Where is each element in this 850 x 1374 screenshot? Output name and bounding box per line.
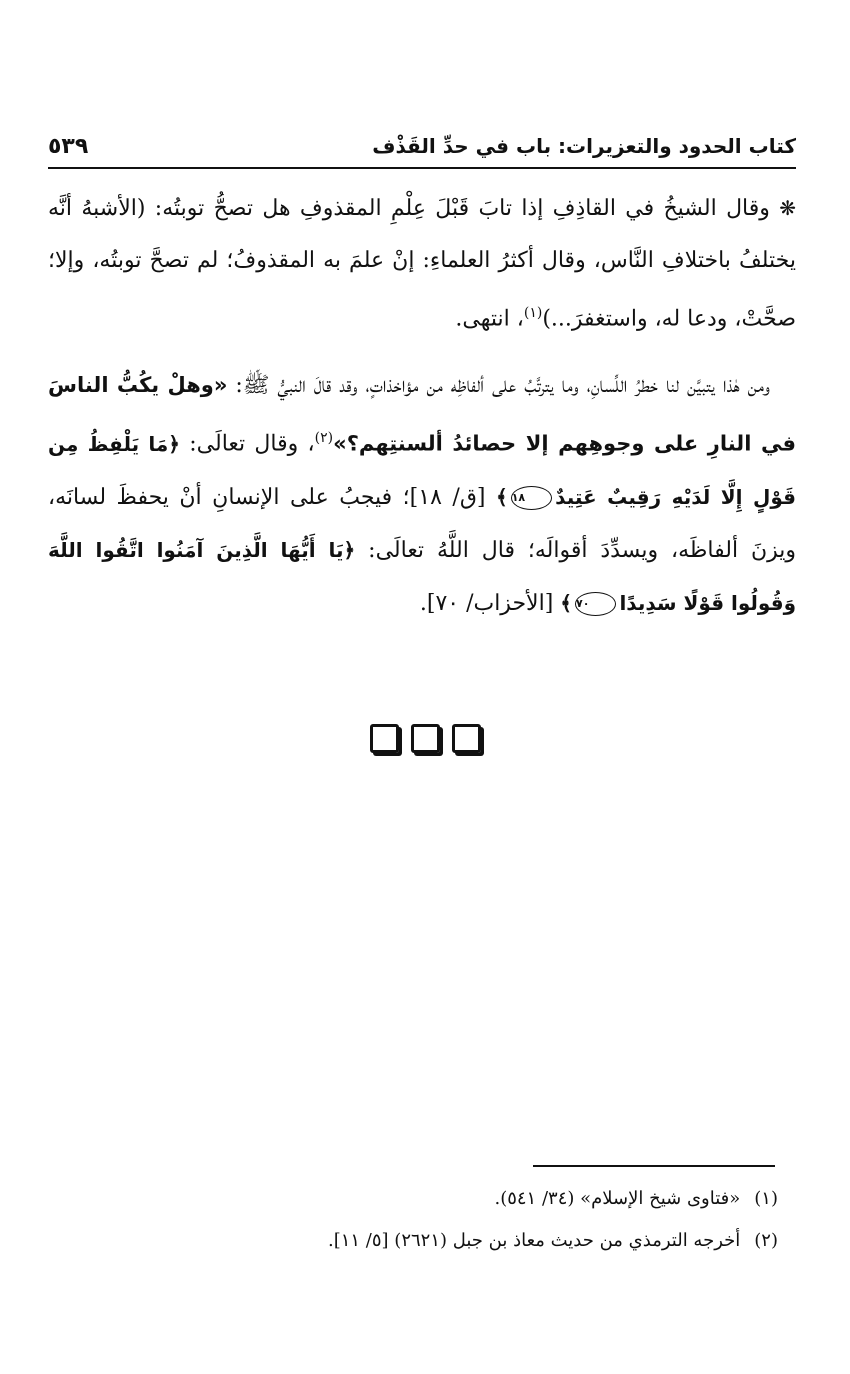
page-number: ٥٣٩ [48,133,89,159]
paragraph-2 [48,359,796,629]
footnotes [48,1178,778,1262]
paragraph-2-part-3: [ق/ ١٨]؛ فيجبُ على الإنسانِ أنْ يحفظَ لسانَه، ويزنَ ألفاظَه، ويسدِّدَ أقوالَه؛ قال اللَّهُ تعالَى: [48,484,796,563]
running-title: كتاب الحدود والتعزيرات: باب في حدِّ القَذْف [372,134,796,158]
separator-box-icon [411,724,440,753]
quran-verse-1-text: ﴿مَا يَلْفِظُ مِن قَوْلٍ إِلَّا لَدَيْهِ رَقِيبٌ عَتِيدٌ [48,431,796,509]
running-header [48,128,796,164]
separator-box-icon [370,724,399,753]
footnote-ref-1: (١) [523,305,543,321]
footnote-number: (٢) [754,1230,778,1251]
section-separator [0,724,850,753]
hadith-quote: «وهلْ يكُبُّ الناسَ في النارِ على وجوهِهم إلا حصائدُ ألسنتِهم؟» [48,373,796,456]
ayah-number-marker: ٧٠ [575,592,616,616]
paragraph-2-part-1: ومن هٰذا يتبيَّن لنا خطرُ اللِّسانِ، وما يترتَّبُ على ألفاظِه من مؤاخذاتٍ، وقد قالَ النبيُّ ﷺ: [227,373,770,399]
separator-box-icon [452,724,481,753]
ayah-number-marker: ١٨ [511,486,552,510]
footnote-rule [533,1165,775,1167]
paragraph-1-end: ، انتهى. [455,306,524,332]
footnote-1 [48,1178,778,1220]
main-text [48,182,796,630]
footnote-2 [48,1220,778,1262]
footnote-text: «فتاوى شيخ الإسلام» (٣٤/ ٥٤١). [494,1188,741,1209]
quran-verse-1-close: ﴾ [496,484,508,509]
quran-verse-2-text: ﴿يَا أَيُّهَا الَّذِينَ آمَنُوا اتَّقُوا اللَّهَ وَقُولُوا قَوْلًا سَدِيدًا [48,537,796,615]
footnote-ref-2: (٢) [314,430,334,447]
paragraph-2-part-4: [الأحزاب/ ٧٠]. [419,590,561,616]
footnote-text: أخرجه الترمذي من حديث معاذ بن جبل (٢٦٢١) [٥/ ١١]. [327,1230,741,1251]
header-rule [48,167,796,169]
paragraph-2-part-2: ، وقال تعالَى: [179,431,315,457]
paragraph-1-text: وقال الشيخُ في القاذِفِ إذا تابَ قَبْلَ عِلْمِ المقذوفِ هل تصحُّ توبتُه: (الأشبهُ أنَّه يختلفُ باختلافِ النَّاس، وقال أكثرُ العلماءِ: إنْ علمَ به المقذوفُ؛ لم تصحَّ توبتُه، وإلا؛ صحَّتْ، ودعا له، واستغفرَ...) [48,196,796,332]
paragraph-star-marker: ❋ [779,196,797,220]
paragraph-1 [48,182,796,345]
footnote-number: (١) [754,1188,778,1209]
quran-verse-2-close: ﴾ [560,590,572,615]
